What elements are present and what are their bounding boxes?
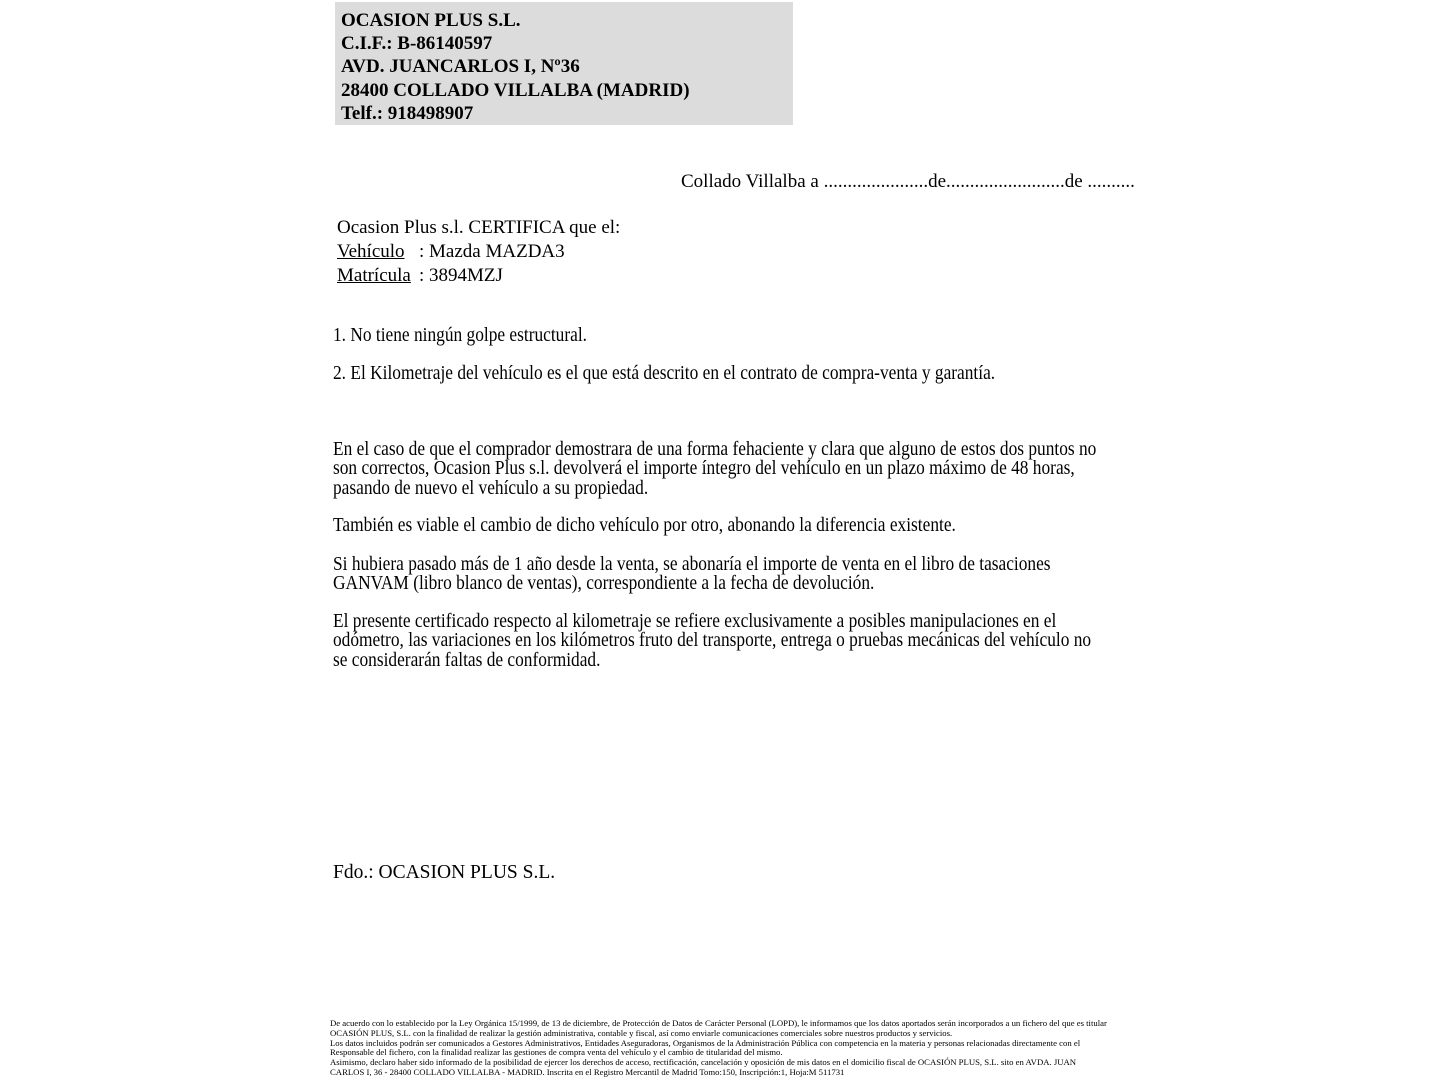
footer-line: Responsable del fichero, con la finalidad realizar las gestiones de compra venta del vehículo y el cambio de titularidad del mismo. xyxy=(330,1047,783,1058)
paragraph-odometer-line: odómetro, las variaciones en los kilómetros fruto del transporte, entrega o pruebas mecánicas del vehículo no xyxy=(333,630,1092,652)
vehicle-field xyxy=(337,240,620,264)
company-city: 28400 COLLADO VILLALBA (MADRID) xyxy=(341,79,690,101)
company-letterhead xyxy=(335,2,793,125)
vehicle-field-label: Vehículo xyxy=(337,241,405,262)
footer-line: CARLOS I, 36 - 28400 COLLADO VILLALBA - MADRID. Inscrita en el Registro Mercantil de Madrid Tomo:150, Inscripción:1, Hoja:M 511731 xyxy=(330,1066,845,1077)
company-name: OCASION PLUS S.L. xyxy=(341,10,521,31)
paragraph-odometer xyxy=(333,612,1185,670)
paragraph-ganvam xyxy=(333,555,1139,594)
clause-no-structural-damage: 1. No tiene ningún golpe estructural. xyxy=(333,325,587,346)
legal-footer xyxy=(330,1019,1120,1078)
plate-field xyxy=(337,264,620,288)
vehicle-field-value: : Mazda MAZDA3 xyxy=(419,241,565,262)
paragraph-exchange-line: También es viable el cambio de dicho vehículo por otro, abonando la diferencia existente. xyxy=(333,515,956,536)
footer-line: De acuerdo con lo establecido por la Ley Orgánica 15/1999, de 13 de diciembre, de Protección de Datos de Carácter Personal (LOPD), le informamos que los datos aportados serán incorporados a un fichero del que es titular xyxy=(330,1018,1107,1028)
company-phone: Telf.: 918498907 xyxy=(341,102,474,124)
date-line: Collado Villalba a ......................de.........................de .......... xyxy=(681,171,1135,192)
footer-line: Asimismo, declaro haber sido informado de la posibilidad de ejercer los derechos de acceso, rectificación, cancelación y oposición de mis datos en el domicilio fiscal de OCASIÓN PLUS, S.L. sito en AVDA. JUAN xyxy=(330,1057,1077,1068)
plate-field-label: Matrícula xyxy=(337,264,411,286)
plate-field-value: : 3894MZJ xyxy=(419,264,503,286)
clause-mileage: 2. El Kilometraje del vehículo es el que está descrito en el contrato de compra-venta y garantía. xyxy=(333,363,996,384)
certification-block xyxy=(337,216,620,287)
paragraph-refund xyxy=(333,440,1191,498)
signature-line: Fdo.: OCASION PLUS S.L. xyxy=(333,862,556,883)
paragraph-refund-line: En el caso de que el comprador demostrara de una forma fehaciente y clara que alguno de estos dos puntos no xyxy=(333,439,1097,460)
paragraph-refund-line: son correctos, Ocasion Plus s.l. devolverá el importe íntegro del vehículo en un plazo máximo de 48 horas, xyxy=(333,458,1075,480)
paragraph-odometer-line: El presente certificado respecto al kilometraje se refiere exclusivamente a posibles manipulaciones en el xyxy=(333,611,1057,632)
paragraph-odometer-line: se considerarán faltas de conformidad. xyxy=(333,649,601,671)
footer-line: OCASIÓN PLUS, S.L. con la finalidad de realizar la gestión administrativa, contable y fiscal, así como enviarle comunicaciones comerciales sobre nuestros productos y servicios. xyxy=(330,1027,953,1038)
paragraph-exchange xyxy=(333,516,1033,535)
company-cif: C.I.F.: B-86140597 xyxy=(341,33,493,55)
footer-line: Los datos incluidos podrán ser comunicados a Gestores Administrativos, Entidades Aseguradoras, Organismos de la Administración Pública con competencia en la materia y personas relacionadas directamente con el xyxy=(330,1037,1081,1048)
certification-intro: Ocasion Plus s.l. CERTIFICA que el: xyxy=(337,217,621,238)
company-address: AVD. JUANCARLOS I, Nº36 xyxy=(341,56,580,78)
paragraph-ganvam-line: GANVAM (libro blanco de ventas), correspondiente a la fecha de devolución. xyxy=(333,573,875,595)
paragraph-refund-line: pasando de nuevo el vehículo a su propiedad. xyxy=(333,477,649,499)
paragraph-ganvam-line: Si hubiera pasado más de 1 año desde la venta, se abonaría el importe de venta en el libro de tasaciones xyxy=(333,554,1051,575)
